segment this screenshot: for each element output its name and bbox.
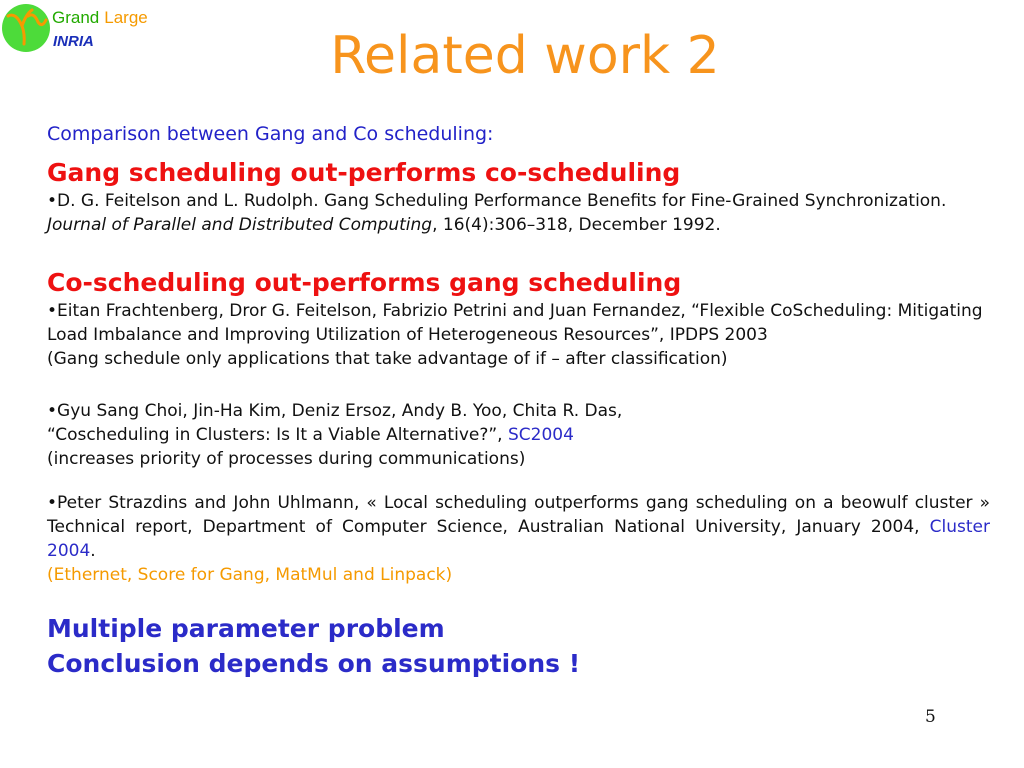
- section1-ref-details: , 16(4):306–318, December 1992.: [432, 215, 721, 235]
- section1-ref-text: •D. G. Feitelson and L. Rudolph. Gang Scheduling Performance Benefits for Fine-Grained Synchronization.: [47, 191, 947, 211]
- cluster2004-link[interactable]: Cluster 2004: [47, 517, 990, 561]
- section2-ref3-note: (Ethernet, Score for Gang, MatMul and Linpack): [47, 565, 453, 585]
- section2-ref2-title: “Coscheduling in Clusters: Is It a Viable Alternative?”,: [47, 425, 508, 445]
- section2-ref3-end: .: [90, 541, 96, 561]
- conclusion-line1: Multiple parameter problem: [47, 614, 445, 643]
- conclusion-line2: Conclusion depends on assumptions !: [47, 649, 581, 678]
- page-number: 5: [925, 707, 936, 727]
- slide-title: Related work 2: [330, 26, 720, 86]
- section2-ref3-text: •Peter Strazdins and John Uhlmann, « Local scheduling outperforms gang scheduling on a beowulf cluster » Technical report, Department of Computer Science, Australian National University, January 2004,: [47, 493, 990, 537]
- subtitle: Comparison between Gang and Co scheduling:: [47, 123, 494, 145]
- section1-ref-journal: Journal of Parallel and Distributed Computing: [47, 215, 433, 235]
- section2-ref1: •Eitan Frachtenberg, Dror G. Feitelson, Fabrizio Petrini and Juan Fernandez, “Flexible CoScheduling: Mitigating Load Imbalance and Improving Utilization of Heterogeneous Resources”, IPDPS 2003: [47, 301, 983, 345]
- section2-heading: Co-scheduling out-performs gang scheduling: [47, 268, 682, 297]
- section2-ref2-line2: [47, 423, 990, 447]
- sc2004-link[interactable]: SC2004: [507, 425, 574, 445]
- logo-inria-text: INRIA: [53, 33, 94, 50]
- section2-ref3: [47, 491, 990, 563]
- logo-large-text: Large: [104, 8, 148, 27]
- section2-ref2-note: (increases priority of processes during communications): [47, 449, 526, 469]
- section1-reference: [47, 189, 990, 237]
- section2-ref1-note: (Gang schedule only applications that take advantage of if – after classification): [47, 349, 728, 369]
- section1-heading: Gang scheduling out-performs co-scheduling: [47, 158, 681, 187]
- slide-body: [47, 121, 990, 681]
- logo-grand-text: Grand: [52, 8, 100, 27]
- section2-ref2-line1: •Gyu Sang Choi, Jin-Ha Kim, Deniz Ersoz, Andy B. Yoo, Chita R. Das,: [47, 401, 623, 421]
